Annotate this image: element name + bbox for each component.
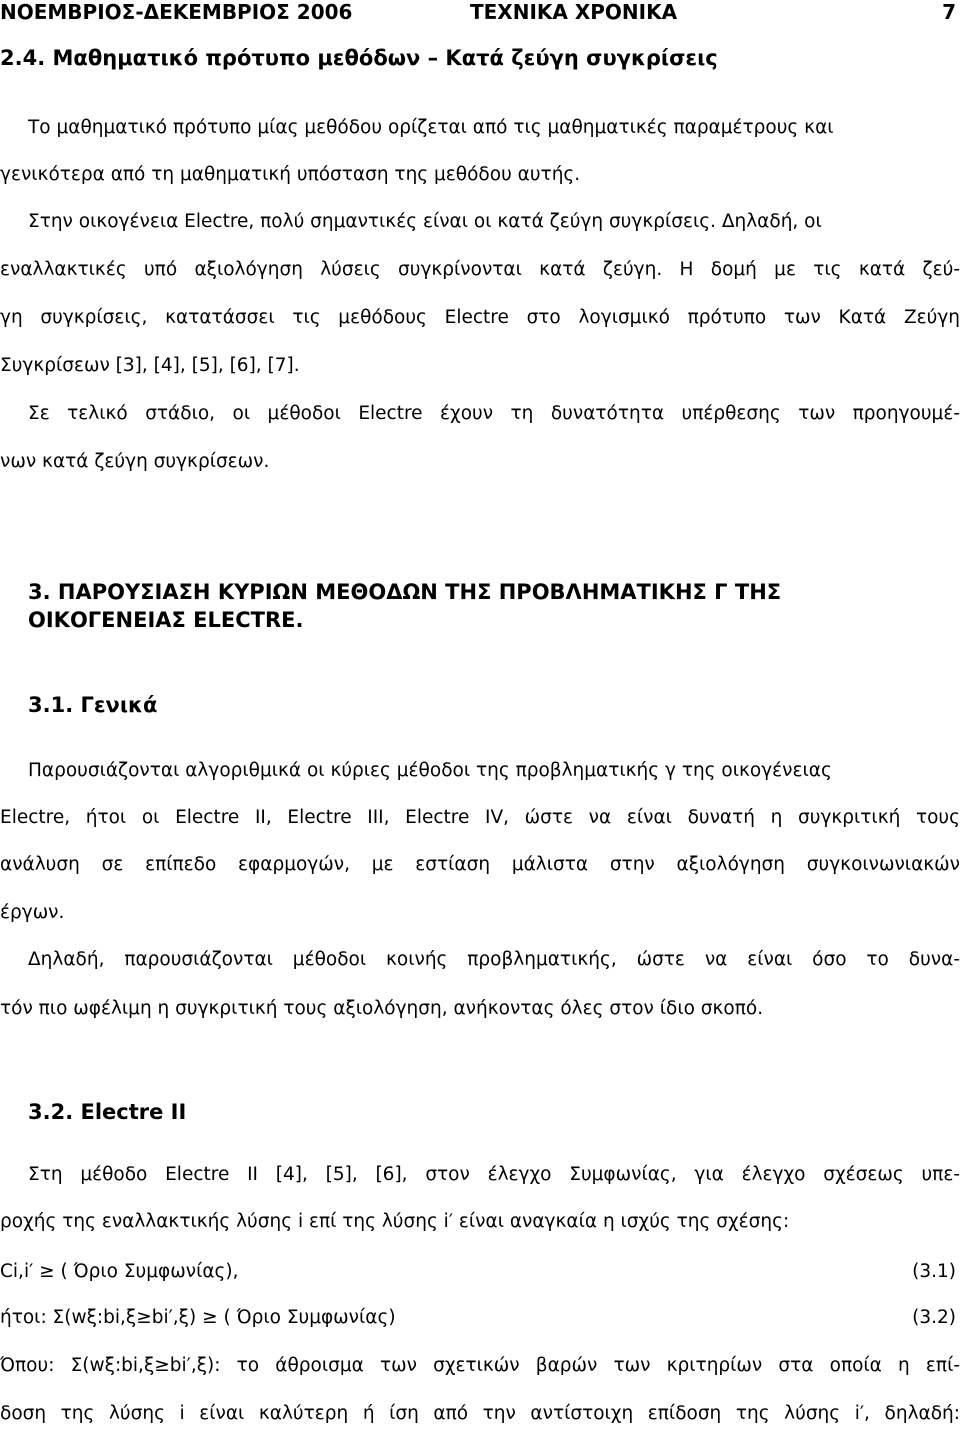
paragraph-line: Το μαθηματικό πρότυπο μίας μεθόδου ορίζεται από τις μαθηματικές παραμέτρους και: [28, 117, 834, 138]
paragraph-line: γη συγκρίσεις, κατατάσσει τις μεθόδους Electre στο λογισμικό πρότυπο των Κατά Ζεύγη: [0, 307, 960, 328]
paragraph-line: Παρουσιάζονται αλγοριθμικά οι κύριες μέθοδοι της προβληματικής γ της οικογένειας: [28, 760, 832, 781]
running-header-journal: ΤΕΧΝΙΚΑ ΧΡΟΝΙΚΑ: [470, 0, 678, 24]
section-heading-3-line-1: 3. ΠΑΡΟΥΣΙΑΣΗ ΚΥΡΙΩΝ ΜΕΘΟΔΩΝ ΤΗΣ ΠΡΟΒΛΗΜΑΤΙΚΗΣ Γ ΤΗΣ: [28, 580, 782, 604]
paragraph-line: ανάλυση σε επίπεδο εφαρμογών, με εστίαση μάλιστα στην αξιολόγηση συγκοινωνιακών: [0, 854, 960, 875]
paragraph-line: Electre, ήτοι οι Electre II, Electre III, Electre IV, ώστε να είναι δυνατή η συγκριτική τους: [0, 807, 960, 828]
section-heading-2-4: 2.4. Μαθηματικό πρότυπο μεθόδων – Κατά ζεύγη συγκρίσεις: [0, 46, 718, 70]
paragraph-line: Στην οικογένεια Electre, πολύ σημαντικές είναι οι κατά ζεύγη συγκρίσεις. Δηλαδή, οι: [28, 211, 822, 232]
paragraph-line: γενικότερα από τη μαθηματική υπόσταση της μεθόδου αυτής.: [0, 164, 581, 185]
section-heading-3-1: 3.1. Γενικά: [28, 693, 158, 717]
equation-number-3-2: (3.2): [912, 1307, 956, 1328]
running-header-date: ΝΟΕΜΒΡΙΟΣ-ΔΕΚΕΜΒΡΙΟΣ 2006: [0, 0, 353, 24]
paragraph-line: Δηλαδή, παρουσιάζονται μέθοδοι κοινής προβληματικής, ώστε να είναι όσο το δυνα-: [28, 949, 960, 970]
paragraph-line: έργων.: [0, 902, 65, 923]
paragraph-line: Όπου: Σ(wξ:bi,ξ≥bi′,ξ): το άθροισμα των σχετικών βαρών των κριτηρίων στα οποία η επί-: [0, 1355, 960, 1376]
section-heading-3-line-2: ΟΙΚΟΓΕΝΕΙΑΣ ELECTRE.: [28, 608, 304, 632]
equation-3-2: ήτοι: Σ(wξ:bi,ξ≥bi′,ξ) ≥ ( Όριο Συμφωνίας): [0, 1307, 396, 1328]
paragraph-line: δοση της λύσης i είναι καλύτερη ή ίση από την αντίστοιχη επίδοση της λύσης i′, δηλαδή:: [0, 1403, 960, 1424]
section-heading-3-2: 3.2. Electre II: [28, 1100, 187, 1124]
paragraph-line: τόν πιο ωφέλιμη η συγκριτική τους αξιολόγηση, ανήκοντας όλες στον ίδιο σκοπό.: [0, 998, 764, 1019]
equation-3-1: Ci,i′ ≥ ( Όριο Συμφωνίας),: [0, 1261, 239, 1282]
paragraph-line: Σε τελικό στάδιο, οι μέθοδοι Electre έχουν τη δυνατότητα υπέρθεσης των προηγουμέ-: [28, 403, 960, 424]
equation-number-3-1: (3.1): [912, 1261, 956, 1282]
paragraph-line: ροχής της εναλλακτικής λύσης i επί της λύσης i′ είναι αναγκαία η ισχύς της σχέσης:: [0, 1211, 790, 1232]
paragraph-line: Συγκρίσεων [3], [4], [5], [6], [7].: [0, 355, 300, 376]
page-number: 7: [942, 0, 956, 24]
paragraph-line: εναλλακτικές υπό αξιολόγηση λύσεις συγκρίνονται κατά ζεύγη. Η δομή με τις κατά ζεύ-: [0, 259, 960, 280]
paragraph-line: νων κατά ζεύγη συγκρίσεων.: [0, 451, 270, 472]
paragraph-line: Στη μέθοδο Electre II [4], [5], [6], στον έλεγχο Συμφωνίας, για έλεγχο σχέσεως υπε-: [28, 1164, 960, 1185]
